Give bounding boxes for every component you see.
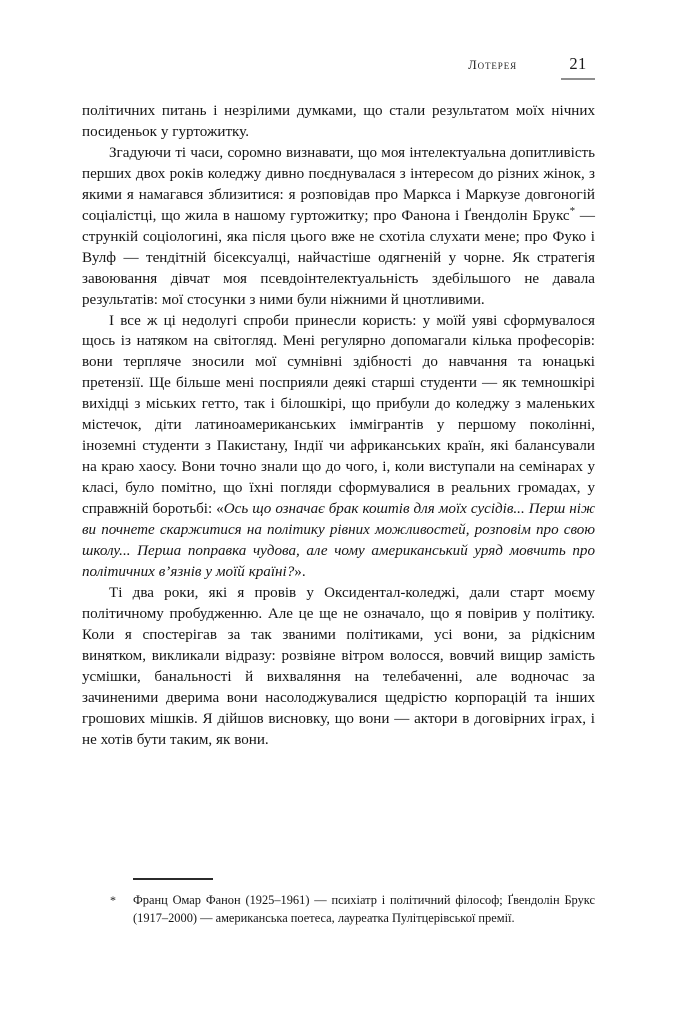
paragraph-2-text-after-footnote-ref: — стрункій соціологині, яка після цього вже не схотіла слухати мене; про Фуко і Вулф — тендітній бісексуалці, найчастіше одягненій у чорне. Як стратегія завоювання дівчат моя псевдоінтелектуальність здебільшого не давала результатів: мої стосунки з ними були ніжними й цнотливими.: [82, 207, 596, 308]
footnote-reference-marker[interactable]: *: [569, 204, 576, 217]
paragraph-3-text-after-quote: ».: [294, 563, 306, 580]
paragraph-3: [82, 311, 595, 583]
footnote-separator-rule: [133, 878, 213, 880]
running-head-title: Лотерея: [468, 58, 517, 72]
page-number-rule: [561, 78, 595, 81]
footnote-marker: *: [110, 892, 116, 907]
footnote-area: [82, 878, 595, 927]
page-number: [561, 56, 595, 80]
paragraph-4: Ті два роки, які я провів у Оксидентал-коледжі, дали старт моєму політичному пробудженню. Але це ще не означало, що я повірив у політику. Коли я спостерігав за так званими політиками, усі вони, за рідкісним винятком, викликали відразу: розвіяне вітром волосся, вовчий вищир замість усмішки, банальності й вихваляння на телебаченні, але водночас за зачиненими дверима вони насолоджувалися щедрістю корпорацій та інших грошових мішків. Я дійшов висновку, що вони — актори в договірних іграх, і не хотів бути таким, як вони.: [82, 584, 595, 748]
body-text-block: [82, 101, 595, 751]
page-number-value: 21: [569, 54, 587, 73]
footnote-text: Франц Омар Фанон (1925–1961) — психіатр і політичний філософ; Ґвендолін Брукс (1917–2000) — американська поетеса, лауреатка Пулітцерівської премії.: [133, 892, 595, 925]
paragraph-2: [82, 143, 595, 311]
paragraph-1: політичних питань і незрілими думками, що стали результатом моїх нічних посиденьок у гуртожитку.: [82, 103, 595, 140]
footnote-entry: [82, 891, 595, 928]
running-head: [82, 56, 595, 82]
student-quote: Ось що означає брак коштів для моїх сусідів... Перш ніж ви почнете скаржитися на політику рівних можливостей, розповім про свою школу... Перша поправка чудова, але чому американський уряд мовчить про політичних в’язнів у моїй країні?: [82, 501, 595, 580]
paragraph-2-text-before-footnote-ref: Згадуючи ті часи, соромно визнавати, що моя інтелектуальна допитливість перших двох років коледжу дивно поєднувалася з інтересом до різних жінок, з якими я намагався зблизитися: я розповідав про Маркса і Маркузе довгоногій соціалістці, що жила в нашому гуртожитку; про Фанона і Ґвендолін Брукс: [82, 144, 595, 224]
paragraph-3-text-before-quote: І все ж ці недолугі спроби принесли користь: у моїй уяві сформувалося щось із натяком на світогляд. Мені регулярно допомагали кілька професорів: вони терпляче зносили мої сумнівні здібності до навчання та юнацькі претензії. Ще більше мені посприяли деякі старші студенти — як темношкірі вихідці з міських гетто, так і білошкірі, що прибули до коледжу з маленьких містечок, діти латиноамериканських іммігрантів у першому поколінні, іноземні студенти з Пакистану, Індії чи африканських країн, які балансували на краю хаосу. Вони точно знали що до чого, і, коли виступали на семінарах у класі, було помітно, що їхні погляди сформувалися в реальних громадах, у справжній боротьбі: «: [82, 312, 595, 518]
